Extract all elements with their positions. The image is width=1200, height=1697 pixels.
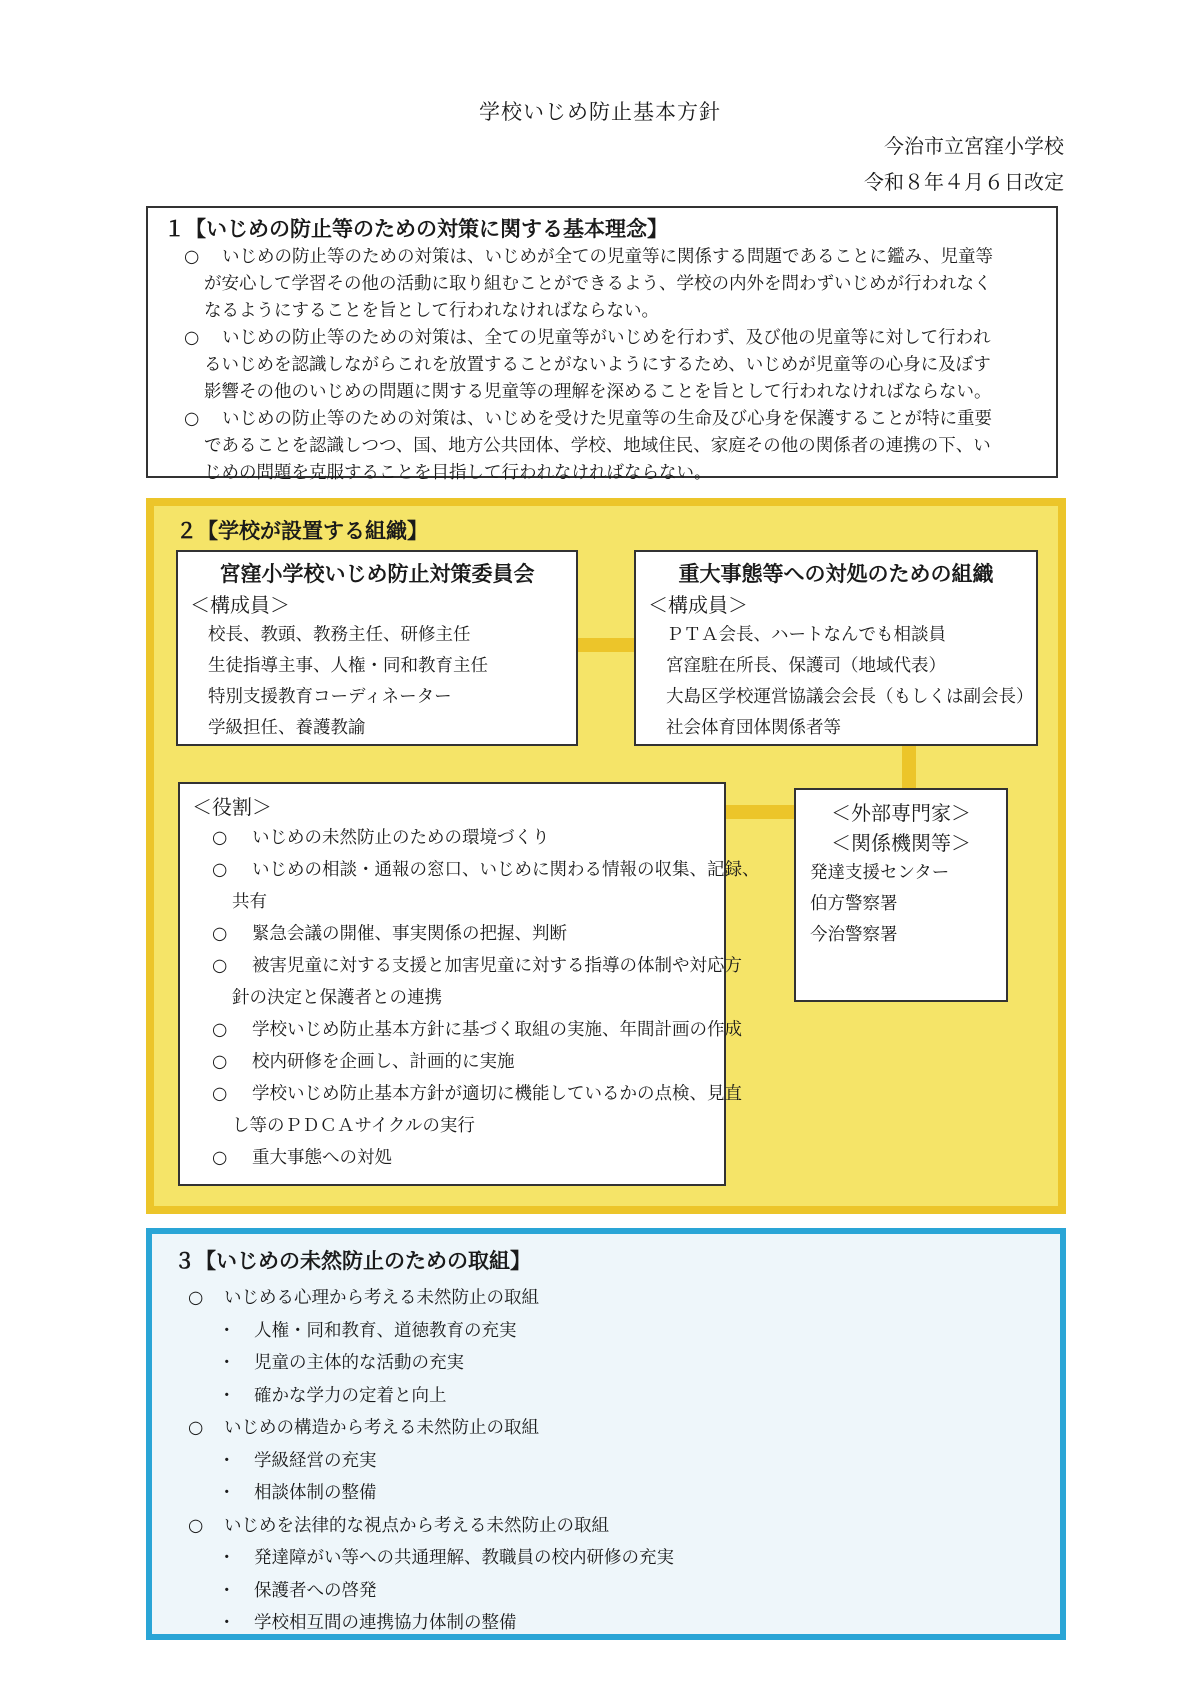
group-item: 学校相互間の連携協力体制の整備 — [254, 1613, 517, 1633]
role-item: いじめの未然防止のための環境づくり — [252, 828, 550, 848]
circle-bullet: ○ — [212, 1148, 228, 1168]
section3-heading: ３【いじめの未然防止のための取組】 — [174, 1249, 531, 1273]
circle-bullet: ○ — [212, 828, 228, 848]
role-item: いじめの相談・通報の窓口、いじめに関わる情報の収集、記録、 — [252, 860, 760, 880]
group-item: 児童の主体的な活動の充実 — [254, 1353, 464, 1373]
circle-bullet: ○ — [212, 956, 228, 976]
committee-box — [176, 550, 578, 746]
paragraph-line: いじめの防止等のための対策は、いじめが全ての児童等に関係する問題であることに鑑み、児童等 — [222, 247, 994, 267]
group-title: いじめを法律的な視点から考える未然防止の取組 — [224, 1515, 609, 1536]
circle-bullet: ○ — [212, 1052, 228, 1072]
section-school-organization — [146, 498, 1066, 1214]
dot-bullet: ・ — [218, 1353, 236, 1373]
role-item: 被害児童に対する支援と加害児童に対する指導の体制や対応方 — [252, 956, 742, 976]
circle-bullet: ○ — [188, 1418, 204, 1438]
external-item: 今治警察署 — [810, 925, 898, 945]
school-name: 今治市立宮窪小学校 — [884, 134, 1064, 158]
paragraph-line: いじめの防止等のための対策は、全ての児童等がいじめを行わず、及び他の児童等に対して行われ — [222, 328, 991, 348]
role-item: 学校いじめ防止基本方針が適切に機能しているかの点検、見直 — [252, 1084, 742, 1104]
role-item: 緊急会議の開催、事実関係の把握、判断 — [252, 924, 567, 944]
prevention-list — [188, 1282, 674, 1640]
committee-member: 校長、教頭、教務主任、研修主任 — [208, 625, 471, 645]
connector-line — [724, 805, 794, 819]
circle-bullet: ○ — [212, 924, 228, 944]
circle-bullet: ○ — [188, 1515, 204, 1536]
group-item: 学級経営の充実 — [254, 1450, 377, 1471]
serious-member: ＰＴＡ会長、ハートなんでも相談員 — [666, 625, 946, 645]
committee-member: 生徒指導主事、人権・同和教育主任 — [208, 656, 488, 676]
group-item: 確かな学力の定着と向上 — [254, 1385, 447, 1406]
circle-bullet: ○ — [184, 328, 200, 348]
section1-heading: １【いじめの防止等のための対策に関する基本理念】 — [164, 217, 668, 241]
serious-member: 宮窪駐在所長、保護司（地域代表） — [666, 656, 946, 676]
section2-heading: ２【学校が設置する組織】 — [176, 519, 428, 543]
role-item-cont: 針の決定と保護者との連携 — [232, 988, 442, 1008]
role-item-cont: 共有 — [232, 892, 267, 912]
paragraph-line: 影響その他のいじめの問題に関する児童等の理解を深めることを旨として行われなければならない。 — [204, 382, 992, 402]
section-prevention-initiatives — [146, 1228, 1066, 1640]
group-item: 発達障がい等への共通理解、教職員の校内研修の充実 — [254, 1548, 674, 1568]
group-item: 相談体制の整備 — [254, 1483, 377, 1503]
connector-line — [578, 638, 636, 652]
section-basic-philosophy — [146, 206, 1058, 483]
circle-bullet: ○ — [212, 1084, 228, 1104]
paragraph-line: いじめの防止等のための対策は、いじめを受けた児童等の生命及び心身を保護することが特に重要 — [222, 409, 992, 429]
serious-incident-box — [634, 550, 1038, 746]
document-title: 学校いじめ防止基本方針 — [479, 100, 721, 124]
committee-title: 宮窪小学校いじめ防止対策委員会 — [219, 562, 535, 586]
group-title: いじめの構造から考える未然防止の取組 — [224, 1418, 539, 1438]
paragraph-line: じめの問題を克服することを目指して行われなければならない。 — [204, 463, 712, 483]
section1-paragraphs — [162, 244, 1046, 487]
paragraph — [162, 325, 1046, 406]
circle-bullet: ○ — [184, 247, 200, 267]
serious-members-label: ＜構成員＞ — [648, 593, 748, 617]
external-item: 発達支援センター — [810, 863, 950, 883]
dot-bullet: ・ — [218, 1450, 236, 1471]
external-experts-box — [794, 788, 1008, 1002]
roles-box — [178, 782, 760, 1186]
committee-member: 特別支援教育コーディネーター — [208, 687, 452, 707]
role-item: 重大事態への対処 — [252, 1148, 392, 1168]
paragraph-line: であることを認識しつつ、国、地方公共団体、学校、地域住民、家庭その他の関係者の連携の下、い — [204, 436, 991, 456]
role-item: 校内研修を企画し、計画的に実施 — [252, 1052, 515, 1072]
committee-member: 学級担任、養護教諭 — [208, 718, 366, 738]
dot-bullet: ・ — [218, 1483, 236, 1503]
paragraph-line: なるようにすることを旨として行われなければならない。 — [204, 301, 659, 321]
paragraph-line: るいじめを認識しながらこれを放置することがないようにするため、いじめが児童等の心身に及ぼす — [204, 355, 991, 375]
dot-bullet: ・ — [218, 1613, 236, 1633]
connector-line — [902, 746, 916, 788]
dot-bullet: ・ — [218, 1580, 236, 1601]
external-label-experts: ＜外部専門家＞ — [831, 801, 971, 825]
circle-bullet: ○ — [212, 860, 228, 880]
revision-date: 令和８年４月６日改定 — [864, 170, 1064, 194]
circle-bullet: ○ — [212, 1020, 228, 1040]
paragraph-line: が安心して学習その他の活動に取り組むことができるよう、学校の内外を問わずいじめが行われなく — [204, 274, 992, 294]
circle-bullet: ○ — [188, 1288, 204, 1308]
serious-title: 重大事態等への対処のための組織 — [678, 562, 994, 586]
circle-bullet: ○ — [184, 409, 200, 429]
serious-member: 大島区学校運営協議会会長（もしくは副会長） — [666, 687, 1034, 707]
serious-member: 社会体育団体関係者等 — [666, 718, 841, 738]
role-item: 学校いじめ防止基本方針に基づく取組の実施、年間計画の作成 — [252, 1020, 742, 1040]
external-item: 伯方警察署 — [810, 894, 898, 914]
dot-bullet: ・ — [218, 1385, 236, 1406]
paragraph — [162, 406, 1046, 487]
roles-label: ＜役割＞ — [192, 795, 272, 819]
external-label-agencies: ＜関係機関等＞ — [831, 831, 971, 855]
group-title: いじめる心理から考える未然防止の取組 — [224, 1288, 539, 1308]
role-item-cont: し等のＰＤＣＡサイクルの実行 — [232, 1116, 475, 1136]
group-item: 人権・同和教育、道徳教育の充実 — [254, 1320, 517, 1341]
dot-bullet: ・ — [218, 1548, 236, 1568]
committee-members-label: ＜構成員＞ — [190, 593, 290, 617]
paragraph — [162, 244, 1046, 325]
dot-bullet: ・ — [218, 1320, 236, 1341]
group-item: 保護者への啓発 — [254, 1580, 377, 1601]
